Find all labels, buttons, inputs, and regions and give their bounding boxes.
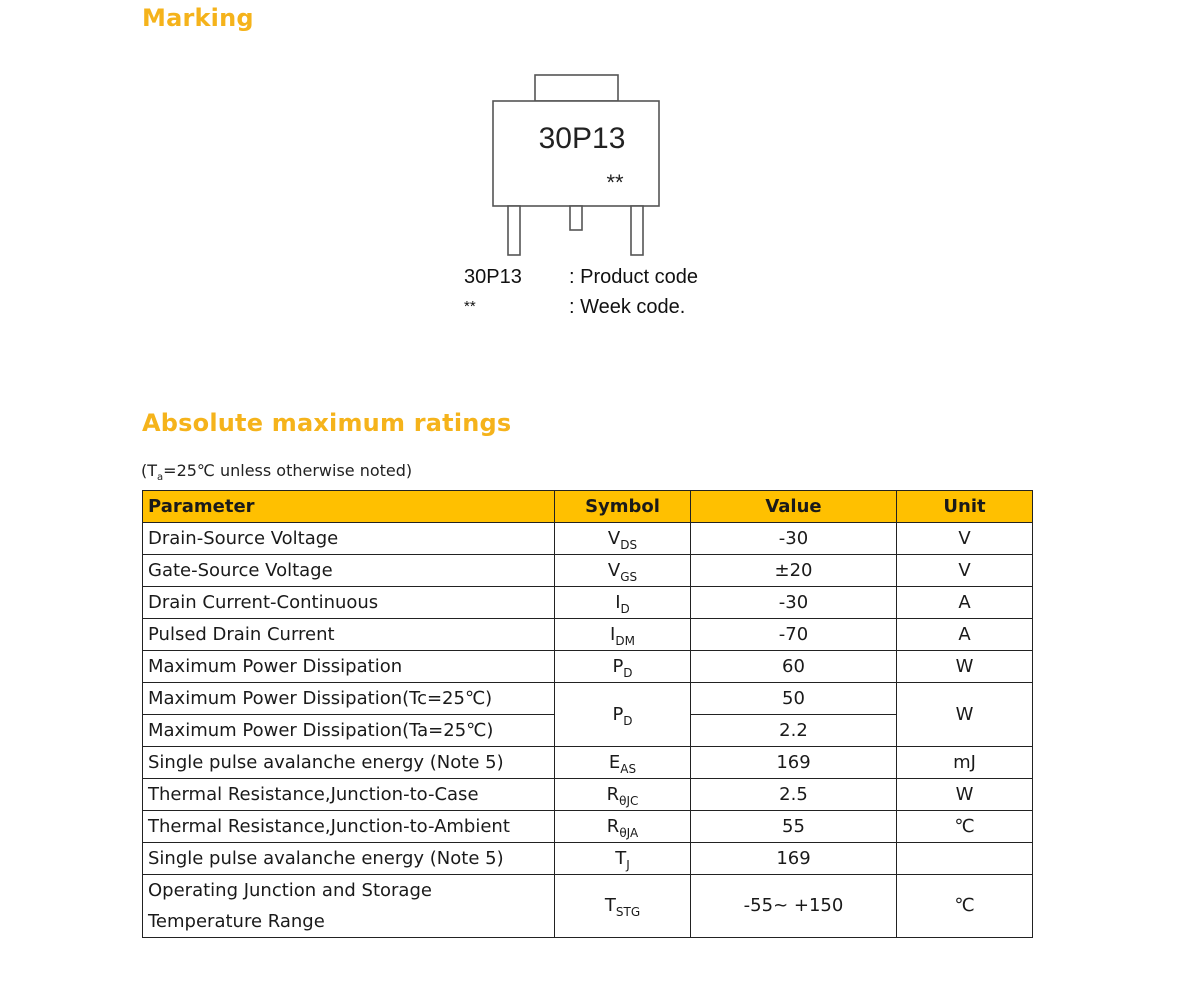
table-row bbox=[143, 683, 1033, 715]
symbol-cell: $T_{STG}$ bbox=[555, 875, 691, 938]
package-lead-left bbox=[508, 206, 520, 255]
table-row bbox=[143, 619, 1033, 651]
param-cell: Thermal Resistance,Junction-to-Ambient bbox=[143, 811, 555, 843]
marking-heading: Marking bbox=[142, 4, 254, 32]
package-lead-right bbox=[631, 206, 643, 255]
value-cell: 50 bbox=[691, 683, 897, 715]
param-cell: Thermal Resistance,Junction-to-Case bbox=[143, 779, 555, 811]
table-row bbox=[143, 587, 1033, 619]
param-cell: Drain Current-Continuous bbox=[143, 587, 555, 619]
header-unit: Unit bbox=[897, 491, 1033, 523]
param-cell: Maximum Power Dissipation(Tc=25℃) bbox=[143, 683, 555, 715]
header-parameter: Parameter bbox=[143, 491, 555, 523]
value-cell: -55~ +150 bbox=[691, 875, 897, 938]
unit-cell: A bbox=[897, 587, 1033, 619]
unit-cell: W bbox=[897, 651, 1033, 683]
param-cell: Single pulse avalanche energy (Note 5) bbox=[143, 843, 555, 875]
symbol-cell: $P_D$ bbox=[555, 683, 691, 747]
package-lead-center bbox=[570, 206, 582, 230]
symbol-cell: $V_{GS}$ bbox=[555, 555, 691, 587]
symbol-cell: $R_{\theta JA}$ bbox=[555, 811, 691, 843]
symbol-cell: $I_{DM}$ bbox=[555, 619, 691, 651]
table-row bbox=[143, 651, 1033, 683]
param-cell: Drain-Source Voltage bbox=[143, 523, 555, 555]
value-cell: -30 bbox=[691, 587, 897, 619]
symbol-cell: $V_{DS}$ bbox=[555, 523, 691, 555]
value-cell: 169 bbox=[691, 843, 897, 875]
legend-key: 30P13 bbox=[464, 266, 522, 288]
ratings-table bbox=[142, 490, 1033, 938]
param-cell: Gate-Source Voltage bbox=[143, 555, 555, 587]
package-week-code: ** bbox=[606, 170, 624, 195]
table-row bbox=[143, 875, 1033, 938]
unit-cell: W bbox=[897, 683, 1033, 747]
table-row bbox=[143, 555, 1033, 587]
unit-cell: A bbox=[897, 619, 1033, 651]
value-cell: 2.5 bbox=[691, 779, 897, 811]
table-row bbox=[143, 843, 1033, 875]
value-cell: ±20 bbox=[691, 555, 897, 587]
header-symbol: Symbol bbox=[555, 491, 691, 523]
param-cell: Pulsed Drain Current bbox=[143, 619, 555, 651]
param-cell: Operating Junction and Storage Temperature Range bbox=[143, 875, 555, 938]
symbol-cell: $P_D$ bbox=[555, 651, 691, 683]
symbol-cell: $T_J$ bbox=[555, 843, 691, 875]
table-row bbox=[143, 779, 1033, 811]
header-value: Value bbox=[691, 491, 897, 523]
sot-package-diagram bbox=[455, 70, 670, 260]
param-cell: Maximum Power Dissipation(Ta=25℃) bbox=[143, 715, 555, 747]
package-product-code: 30P13 bbox=[538, 122, 626, 155]
param-cell: Maximum Power Dissipation bbox=[143, 651, 555, 683]
symbol-cell: $R_{\theta JC}$ bbox=[555, 779, 691, 811]
legend-description: : Week code. bbox=[569, 296, 686, 318]
unit-cell bbox=[897, 843, 1033, 875]
unit-cell: mJ bbox=[897, 747, 1033, 779]
legend-description: : Product code bbox=[569, 266, 698, 288]
ratings-heading: Absolute maximum ratings bbox=[142, 409, 512, 437]
unit-cell: V bbox=[897, 523, 1033, 555]
symbol-cell: $E_{AS}$ bbox=[555, 747, 691, 779]
package-tab bbox=[535, 75, 618, 101]
value-cell: -70 bbox=[691, 619, 897, 651]
value-cell: 2.2 bbox=[691, 715, 897, 747]
unit-cell: W bbox=[897, 779, 1033, 811]
legend-key: ** bbox=[464, 298, 476, 315]
table-header-row bbox=[143, 491, 1033, 523]
conditions-note: ($T_a=25℃$ unless otherwise noted) bbox=[141, 461, 413, 484]
value-cell: 55 bbox=[691, 811, 897, 843]
unit-cell: ℃ bbox=[897, 811, 1033, 843]
value-cell: 60 bbox=[691, 651, 897, 683]
value-cell: 169 bbox=[691, 747, 897, 779]
table-row bbox=[143, 523, 1033, 555]
unit-cell: V bbox=[897, 555, 1033, 587]
symbol-cell: $I_D$ bbox=[555, 587, 691, 619]
table-row bbox=[143, 747, 1033, 779]
param-cell: Single pulse avalanche energy (Note 5) bbox=[143, 747, 555, 779]
value-cell: -30 bbox=[691, 523, 897, 555]
table-row bbox=[143, 811, 1033, 843]
unit-cell: ℃ bbox=[897, 875, 1033, 938]
